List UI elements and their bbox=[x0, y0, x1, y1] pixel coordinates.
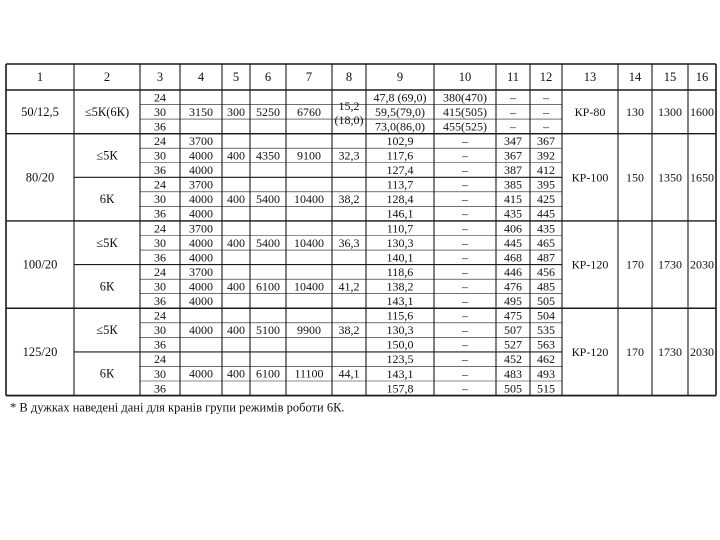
mode-label: ≤5К bbox=[96, 235, 118, 250]
load-value: 47,8 (69,0) bbox=[373, 90, 427, 105]
col7-value: 10400 bbox=[294, 235, 324, 250]
col12-value: 445 bbox=[537, 206, 555, 221]
span-value: 24 bbox=[154, 308, 166, 323]
col12-value: 465 bbox=[537, 235, 555, 250]
col10-value: – bbox=[462, 235, 468, 250]
col11-value: 367 bbox=[504, 148, 522, 163]
col11-value: 505 bbox=[504, 381, 522, 396]
load-value: 73,0(86,0) bbox=[375, 119, 425, 134]
col7-value: 11100 bbox=[294, 366, 324, 381]
load-value: 113,7 bbox=[386, 177, 414, 192]
col7-value: 9900 bbox=[297, 323, 321, 338]
rail-type: КР-120 bbox=[571, 344, 609, 359]
col12-value: 462 bbox=[537, 352, 555, 367]
col16-value: 1600 bbox=[690, 104, 714, 119]
capacity-label: 80/20 bbox=[25, 170, 55, 185]
col12-value: 504 bbox=[537, 308, 555, 323]
load-value: 130,3 bbox=[386, 323, 414, 338]
col12-value: 535 bbox=[537, 323, 555, 338]
load-value: 102,9 bbox=[386, 133, 414, 148]
col12-value: – bbox=[543, 90, 549, 105]
col11-value: 476 bbox=[504, 279, 522, 294]
load-value: 59,5(79,0) bbox=[375, 104, 425, 119]
col10-value: – bbox=[462, 337, 468, 352]
col12-value: – bbox=[543, 119, 549, 134]
span-value: 36 bbox=[154, 119, 166, 134]
capacity-label: 125/20 bbox=[22, 344, 58, 359]
col15-value: 1730 bbox=[658, 257, 682, 272]
span-value: 36 bbox=[154, 337, 166, 352]
col12-value: 505 bbox=[537, 294, 555, 309]
col5-value: 400 bbox=[227, 148, 245, 163]
col14-value: 150 bbox=[626, 170, 644, 185]
load-value: 123,5 bbox=[386, 352, 414, 367]
col5-value: 400 bbox=[227, 192, 245, 207]
column-number-13: 13 bbox=[583, 70, 597, 84]
col6-value: 5400 bbox=[256, 192, 280, 207]
column-number-11: 11 bbox=[506, 70, 520, 84]
col5-value: 400 bbox=[227, 323, 245, 338]
col11-value: 468 bbox=[504, 250, 522, 265]
col7-value: 10400 bbox=[294, 192, 324, 207]
capacity-label: 100/20 bbox=[22, 257, 58, 272]
col12-value: – bbox=[543, 104, 549, 119]
span-value: 30 bbox=[154, 366, 166, 381]
col10-value: 455(525) bbox=[443, 119, 487, 134]
col12-value: 412 bbox=[537, 163, 555, 178]
col14-value: 170 bbox=[626, 344, 644, 359]
column-number-1: 1 bbox=[36, 70, 44, 84]
col6-value: 6100 bbox=[256, 366, 280, 381]
col11-value: – bbox=[510, 90, 516, 105]
col10-value: – bbox=[462, 308, 468, 323]
load-value: 143,1 bbox=[386, 294, 414, 309]
col8-value: 15,2 bbox=[338, 98, 360, 113]
col4-value: 3150 bbox=[189, 104, 213, 119]
col12-value: 563 bbox=[537, 337, 555, 352]
col11-value: 446 bbox=[504, 264, 522, 279]
col5-value: 300 bbox=[227, 104, 245, 119]
col15-value: 1730 bbox=[658, 344, 682, 359]
col10-value: – bbox=[462, 133, 468, 148]
mode-label: 6К bbox=[99, 192, 115, 207]
column-number-3: 3 bbox=[156, 70, 164, 84]
col11-value: 385 bbox=[504, 177, 522, 192]
col7-value: 6760 bbox=[297, 104, 321, 119]
col7-value: 9100 bbox=[297, 148, 321, 163]
col4-value: 4000 bbox=[189, 250, 213, 265]
column-number-8: 8 bbox=[345, 70, 353, 84]
col12-value: 515 bbox=[537, 381, 555, 396]
col6-value: 5400 bbox=[256, 235, 280, 250]
span-value: 24 bbox=[154, 352, 166, 367]
column-number-5: 5 bbox=[232, 70, 240, 84]
col14-value: 130 bbox=[626, 104, 644, 119]
col11-value: 387 bbox=[504, 163, 522, 178]
col12-value: 367 bbox=[537, 133, 555, 148]
load-value: 118,6 bbox=[386, 264, 414, 279]
load-value: 128,4 bbox=[386, 192, 414, 207]
span-value: 30 bbox=[154, 235, 166, 250]
col4-value: 4000 bbox=[189, 192, 213, 207]
column-number-4: 4 bbox=[197, 70, 205, 84]
col10-value: – bbox=[462, 221, 468, 236]
span-value: 36 bbox=[154, 163, 166, 178]
col15-value: 1350 bbox=[658, 170, 682, 185]
load-value: 127,4 bbox=[386, 163, 414, 178]
col5-value: 400 bbox=[227, 279, 245, 294]
col15-value: 1300 bbox=[658, 104, 682, 119]
load-value: 143,1 bbox=[386, 366, 414, 381]
col12-value: 392 bbox=[537, 148, 555, 163]
col11-value: 495 bbox=[504, 294, 522, 309]
col8-value: 36,3 bbox=[338, 235, 360, 250]
col10-value: – bbox=[462, 250, 468, 265]
load-value: 115,6 bbox=[386, 308, 414, 323]
span-value: 36 bbox=[154, 250, 166, 265]
col11-value: 435 bbox=[504, 206, 522, 221]
col4-value: 4000 bbox=[189, 279, 213, 294]
mode-label: 6К bbox=[99, 279, 115, 294]
col10-value: – bbox=[462, 206, 468, 221]
load-value: 150,0 bbox=[386, 337, 414, 352]
col4-value: 4000 bbox=[189, 206, 213, 221]
col10-value: – bbox=[462, 381, 468, 396]
col10-value: 380(470) bbox=[443, 90, 487, 105]
span-value: 36 bbox=[154, 206, 166, 221]
col6-value: 4350 bbox=[256, 148, 280, 163]
col11-value: 483 bbox=[504, 366, 522, 381]
load-value: 146,1 bbox=[386, 206, 414, 221]
load-value: 140,1 bbox=[386, 250, 414, 265]
col4-value: 3700 bbox=[189, 133, 213, 148]
col11-value: 452 bbox=[504, 352, 522, 367]
col11-value: – bbox=[510, 119, 516, 134]
column-number-6: 6 bbox=[264, 70, 272, 84]
span-value: 30 bbox=[154, 192, 166, 207]
mode-label: ≤5К bbox=[96, 148, 118, 163]
col12-value: 395 bbox=[537, 177, 555, 192]
col5-value: 400 bbox=[227, 235, 245, 250]
column-number-2: 2 bbox=[103, 70, 111, 84]
col10-value: 415(505) bbox=[443, 104, 487, 119]
col10-value: – bbox=[462, 294, 468, 309]
col4-value: 4000 bbox=[189, 294, 213, 309]
column-number-12: 12 bbox=[539, 70, 553, 84]
col10-value: – bbox=[462, 366, 468, 381]
span-value: 30 bbox=[154, 104, 166, 119]
mode-label: ≤5К(6К) bbox=[84, 104, 130, 119]
span-value: 24 bbox=[154, 133, 166, 148]
col10-value: – bbox=[462, 163, 468, 178]
span-value: 24 bbox=[154, 264, 166, 279]
col10-value: – bbox=[462, 264, 468, 279]
col7-value: 10400 bbox=[294, 279, 324, 294]
rail-type: КР-80 bbox=[574, 104, 606, 119]
col5-value: 400 bbox=[227, 366, 245, 381]
col11-value: 406 bbox=[504, 221, 522, 236]
col4-value: 3700 bbox=[189, 264, 213, 279]
col11-value: 527 bbox=[504, 337, 522, 352]
column-number-14: 14 bbox=[628, 70, 642, 84]
col11-value: 475 bbox=[504, 308, 522, 323]
capacity-label: 50/12,5 bbox=[21, 104, 59, 119]
rail-type: КР-100 bbox=[571, 170, 609, 185]
mode-label: 6К bbox=[99, 366, 115, 381]
col12-value: 435 bbox=[537, 221, 555, 236]
col12-value: 487 bbox=[537, 250, 555, 265]
col11-value: 445 bbox=[504, 235, 522, 250]
load-value: 130,3 bbox=[386, 235, 414, 250]
column-number-16: 16 bbox=[695, 70, 709, 84]
col10-value: – bbox=[462, 177, 468, 192]
col6-value: 5250 bbox=[256, 104, 280, 119]
col8-value: 38,2 bbox=[338, 323, 360, 338]
load-value: 157,8 bbox=[386, 381, 414, 396]
col11-value: 415 bbox=[504, 192, 522, 207]
col16-value: 2030 bbox=[690, 344, 714, 359]
span-value: 30 bbox=[154, 148, 166, 163]
span-value: 24 bbox=[154, 177, 166, 192]
col10-value: – bbox=[462, 323, 468, 338]
span-value: 36 bbox=[154, 381, 166, 396]
col16-value: 1650 bbox=[690, 170, 714, 185]
span-value: 24 bbox=[154, 90, 166, 105]
column-number-15: 15 bbox=[663, 70, 677, 84]
col6-value: 5100 bbox=[256, 323, 280, 338]
col4-value: 3700 bbox=[189, 177, 213, 192]
span-value: 30 bbox=[154, 323, 166, 338]
col6-value: 6100 bbox=[256, 279, 280, 294]
col10-value: – bbox=[462, 279, 468, 294]
load-value: 138,2 bbox=[386, 279, 414, 294]
col11-value: 507 bbox=[504, 323, 522, 338]
col4-value: 4000 bbox=[189, 235, 213, 250]
span-value: 30 bbox=[154, 279, 166, 294]
col12-value: 485 bbox=[537, 279, 555, 294]
col11-value: – bbox=[510, 104, 516, 119]
col4-value: 3700 bbox=[189, 221, 213, 236]
load-value: 117,6 bbox=[386, 148, 414, 163]
column-number-7: 7 bbox=[305, 70, 313, 84]
col11-value: 347 bbox=[504, 133, 522, 148]
col8-value: 38,2 bbox=[338, 192, 360, 207]
load-value: 110,7 bbox=[386, 221, 414, 236]
mode-label: ≤5К bbox=[96, 323, 118, 338]
col10-value: – bbox=[462, 352, 468, 367]
col16-value: 2030 bbox=[690, 257, 714, 272]
span-value: 36 bbox=[154, 294, 166, 309]
col8-value: (18,0) bbox=[334, 112, 364, 127]
span-value: 24 bbox=[154, 221, 166, 236]
col4-value: 4000 bbox=[189, 323, 213, 338]
col8-value: 32,3 bbox=[338, 148, 360, 163]
rail-type: КР-120 bbox=[571, 257, 609, 272]
col12-value: 425 bbox=[537, 192, 555, 207]
col10-value: – bbox=[462, 148, 468, 163]
col10-value: – bbox=[462, 192, 468, 207]
col14-value: 170 bbox=[626, 257, 644, 272]
col8-value: 44,1 bbox=[338, 366, 360, 381]
column-number-9: 9 bbox=[396, 70, 404, 84]
col4-value: 4000 bbox=[189, 163, 213, 178]
column-number-10: 10 bbox=[458, 70, 472, 84]
col4-value: 4000 bbox=[189, 148, 213, 163]
col12-value: 456 bbox=[537, 264, 555, 279]
footnote-text: * В дужках наведені дані для кранів групи режимів роботи 6К. bbox=[10, 400, 345, 415]
col8-value: 41,2 bbox=[338, 279, 360, 294]
col4-value: 4000 bbox=[189, 366, 213, 381]
col12-value: 493 bbox=[537, 366, 555, 381]
